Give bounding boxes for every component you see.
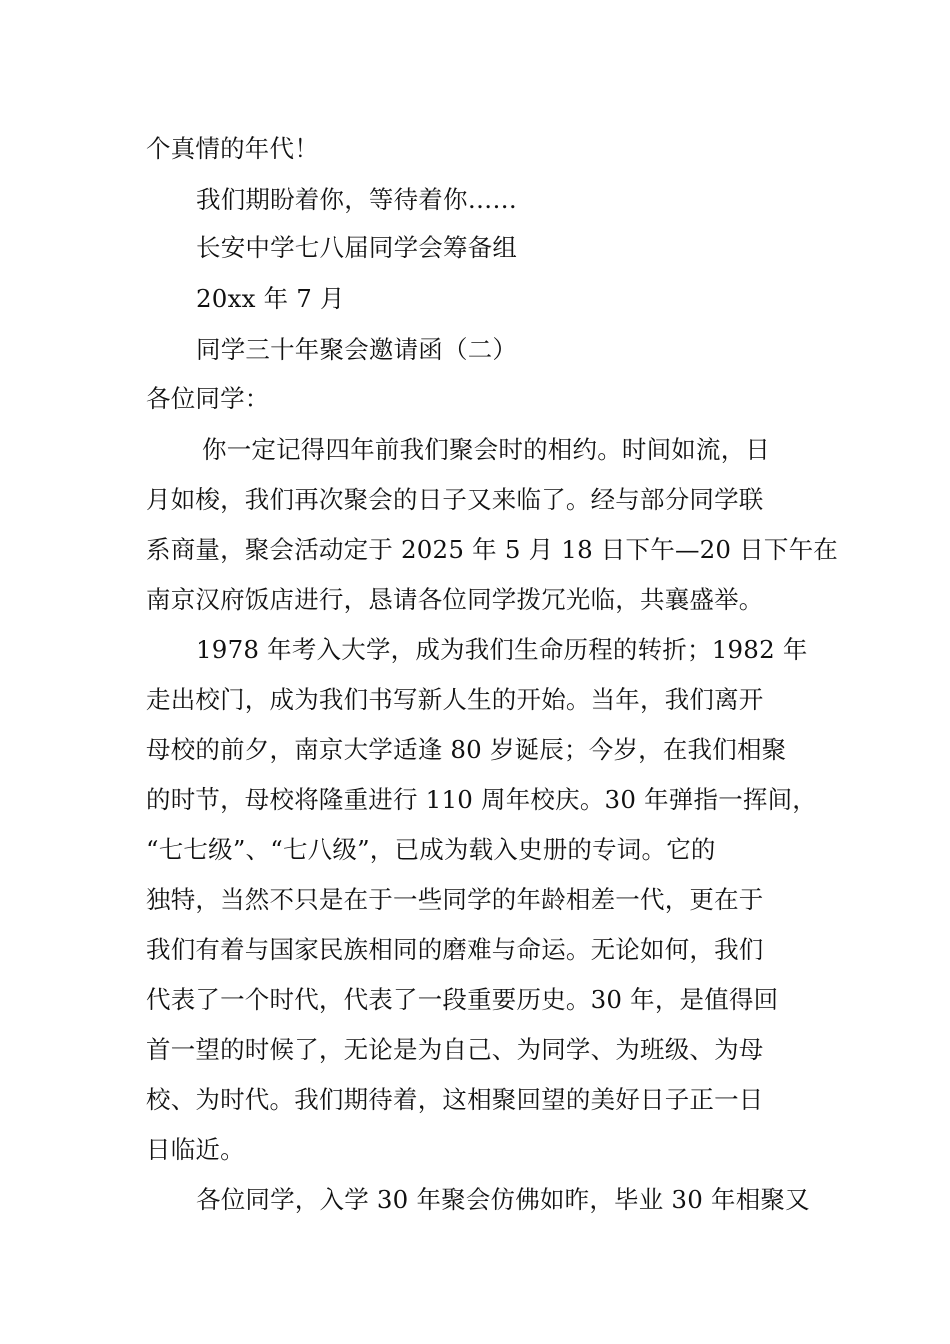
text-line: 1978 年考入大学，成为我们生命历程的转折；1982 年: [196, 635, 808, 664]
text-line: 日临近。: [146, 1135, 245, 1164]
text-line: 系商量，聚会活动定于 2025 年 5 月 18 日下午—20 日下午在: [146, 535, 839, 564]
text-line: 首一望的时候了，无论是为自己、为同学、为班级、为母: [146, 1035, 764, 1064]
text-line: 的时节，母校将隆重进行 110 周年校庆。30 年弹指一挥间，: [146, 785, 817, 814]
salutation: 各位同学：: [146, 384, 270, 413]
text-line: 我们期盼着你，等待着你……: [196, 185, 518, 214]
text-line: 代表了一个时代，代表了一段重要历史。30 年，是值得回: [146, 985, 779, 1014]
section-title: 同学三十年聚会邀请函（二）: [196, 335, 518, 364]
text-line: 南京汉府饭店进行，恳请各位同学拨冗光临，共襄盛举。: [146, 585, 764, 614]
text-line: 校、为时代。我们期待着，这相聚回望的美好日子正一日: [146, 1085, 764, 1114]
date-line: 20xx 年 7 月: [196, 284, 345, 313]
text-line: 各位同学，入学 30 年聚会仿佛如昨，毕业 30 年相聚又: [196, 1185, 810, 1214]
text-line: 月如梭，我们再次聚会的日子又来临了。经与部分同学联: [146, 485, 764, 514]
text-line: 长安中学七八届同学会筹备组: [196, 233, 518, 262]
text-line: 母校的前夕，南京大学适逢 80 岁诞辰；今岁，在我们相聚: [146, 735, 787, 764]
text-line: 你一定记得四年前我们聚会时的相约。时间如流，日: [202, 435, 771, 464]
text-line: 我们有着与国家民族相同的磨难与命运。无论如何，我们: [146, 935, 764, 964]
text-line: 个真情的年代！: [146, 134, 319, 163]
text-line: “七七级”、“七八级”，已成为载入史册的专词。它的: [146, 835, 716, 864]
text-line: 独特，当然不只是在于一些同学的年龄相差一代，更在于: [146, 885, 764, 914]
text-line: 走出校门，成为我们书写新人生的开始。当年，我们离开: [146, 685, 764, 714]
